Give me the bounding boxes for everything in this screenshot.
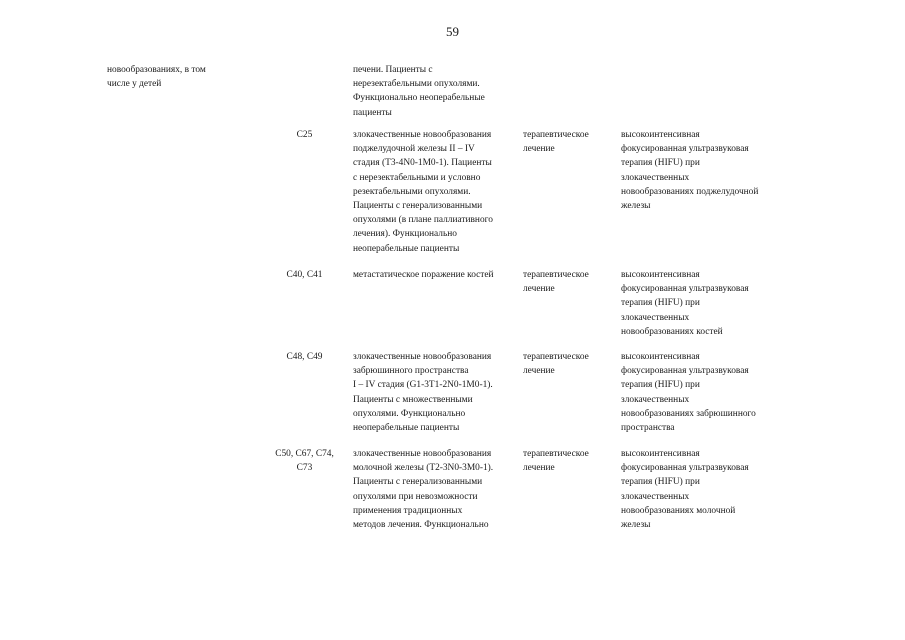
treatment-method-cell: высокоинтенсивная фокусированная ультразвуковая терапия (HIFU) при злокачественных новообразованиях забрюшинного пространства (621, 352, 756, 434)
description-cell: злокачественные новообразования забрюшинного пространства I – IV стадия (G1-3T1-2N0-1M0-1). Пациенты с множественными опухолями. Функционально неоперабельные пациенты (353, 352, 493, 434)
treatment-type-cell: терапевтическое лечение (523, 449, 589, 474)
treatment-type-cell: терапевтическое лечение (523, 352, 589, 377)
treatment-type-cell: терапевтическое лечение (523, 270, 589, 295)
treatment-type-cell: терапевтическое лечение (523, 130, 589, 155)
treatment-method-cell: высокоинтенсивная фокусированная ультразвуковая терапия (HIFU) при злокачественных новообразованиях костей (621, 270, 749, 337)
category-cell: новообразованиях, в том числе у детей (107, 65, 206, 90)
description-cell: печени. Пациенты с нерезектабельными опухолями. Функционально неоперабельные пациенты (353, 65, 485, 118)
icd-code-cell: C50, C67, C74, C73 (275, 449, 334, 474)
description-cell: злокачественные новообразования поджелудочной железы II – IV стадия (T3-4N0-1M0-1). Пациенты с нерезектабельными и условно резектабельными опухолями. Пациенты с генерализованными опухолями (в плане паллиативного лечения). Функционально неоперабельные пациенты (353, 130, 493, 254)
treatment-method-cell: высокоинтенсивная фокусированная ультразвуковая терапия (HIFU) при злокачественных новообразованиях молочной железы (621, 449, 749, 531)
treatment-method-cell: высокоинтенсивная фокусированная ультразвуковая терапия (HIFU) при злокачественных новообразованиях поджелудочной железы (621, 130, 759, 212)
icd-code-cell: C48, C49 (286, 352, 323, 362)
icd-code-cell: C40, C41 (286, 270, 323, 280)
description-cell: метастатическое поражение костей (353, 270, 494, 280)
icd-code-cell: C25 (296, 130, 313, 140)
page-number: 59 (446, 24, 459, 39)
description-cell: злокачественные новообразования молочной железы (T2-3N0-3M0-1). Пациенты с генерализованными опухолями при невозможности применения традиционных методов лечения. Функционально (353, 449, 494, 531)
